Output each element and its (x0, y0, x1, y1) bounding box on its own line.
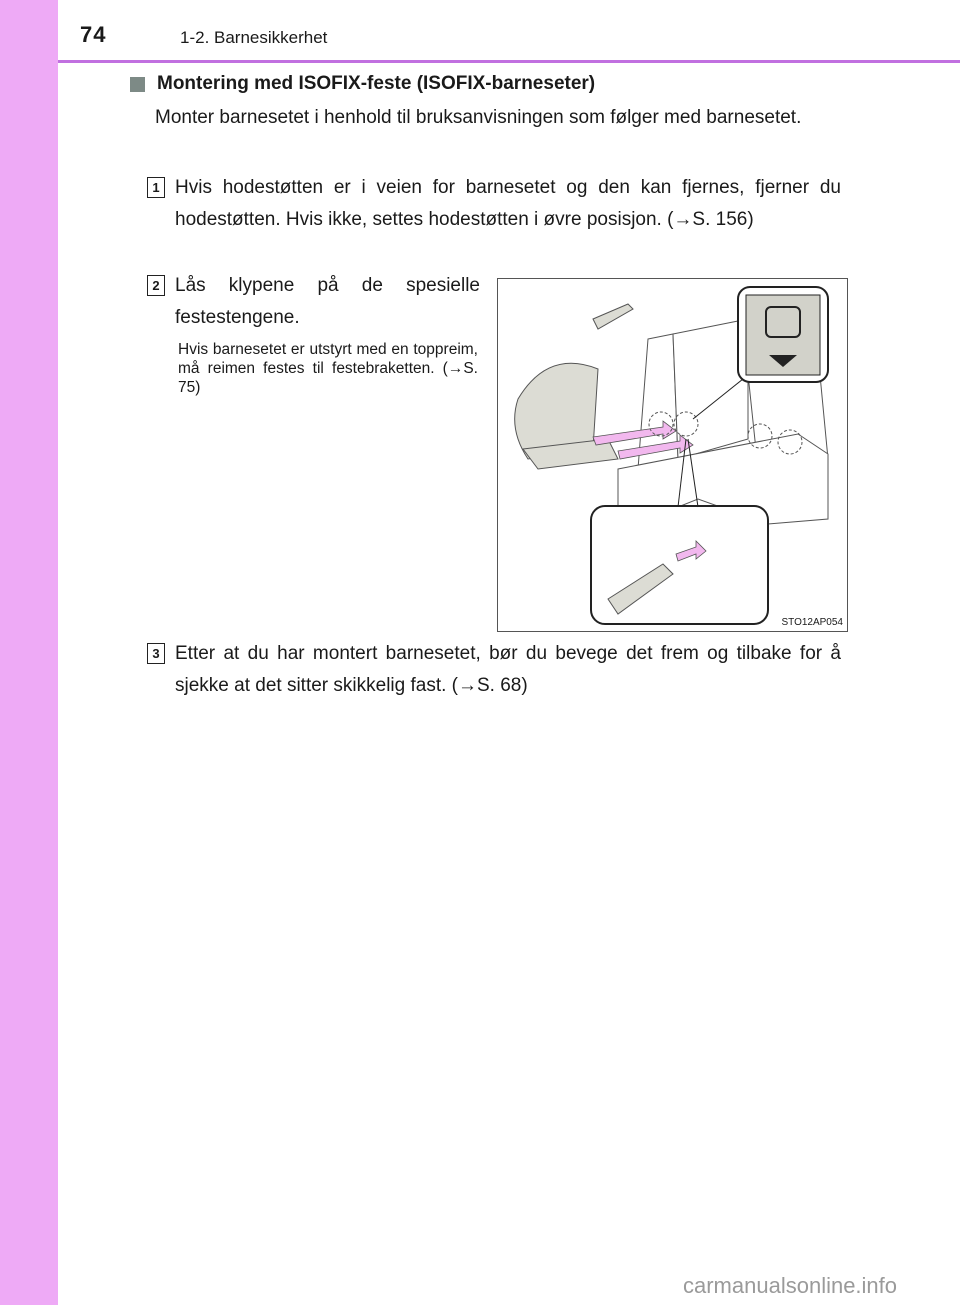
figure-code: STO12AP054 (781, 617, 843, 628)
square-bullet-icon (130, 77, 145, 92)
step-text: Etter at du har montert barnesetet, bør du bevege det frem og tilbake for å sjekke at det sitter skikkelig fast. (→S. 68) (175, 643, 841, 696)
intro-paragraph: Monter barnesetet i henhold til bruksanvisningen som følger med barnesetet. (155, 107, 802, 128)
step-text: Lås klypene på de spesielle festestengene. (175, 275, 480, 328)
step-text: Hvis hodestøtten er i veien for barnesetet og den kan fjernes, fjerner du hodestøtten. Hvis ikke, settes hodestøtten i øvre posisjon. (→S. 156) (175, 177, 841, 230)
step-1 (147, 172, 841, 236)
step-3 (147, 638, 841, 702)
step-2-note: Hvis barnesetet er utstyrt med en toppreim, må reimen festes til festebraketten. (→S. 75) (178, 341, 478, 396)
step-number-badge: 3 (147, 643, 165, 664)
subsection-heading (130, 73, 595, 95)
step-2 (147, 270, 480, 334)
section-title: 1-2. Barnesikkerhet (180, 28, 328, 47)
chapter-side-tab (0, 0, 58, 1305)
header-divider (58, 60, 960, 63)
isofix-illustration (497, 278, 848, 632)
heading-text: Montering med ISOFIX-feste (ISOFIX-barneseter) (157, 73, 596, 94)
page-number: 74 (80, 22, 107, 47)
watermark: carmanualsonline.info (683, 1273, 898, 1298)
step-number-badge: 2 (147, 275, 165, 296)
car-seat-illustration (498, 279, 846, 630)
step-number-badge: 1 (147, 177, 165, 198)
